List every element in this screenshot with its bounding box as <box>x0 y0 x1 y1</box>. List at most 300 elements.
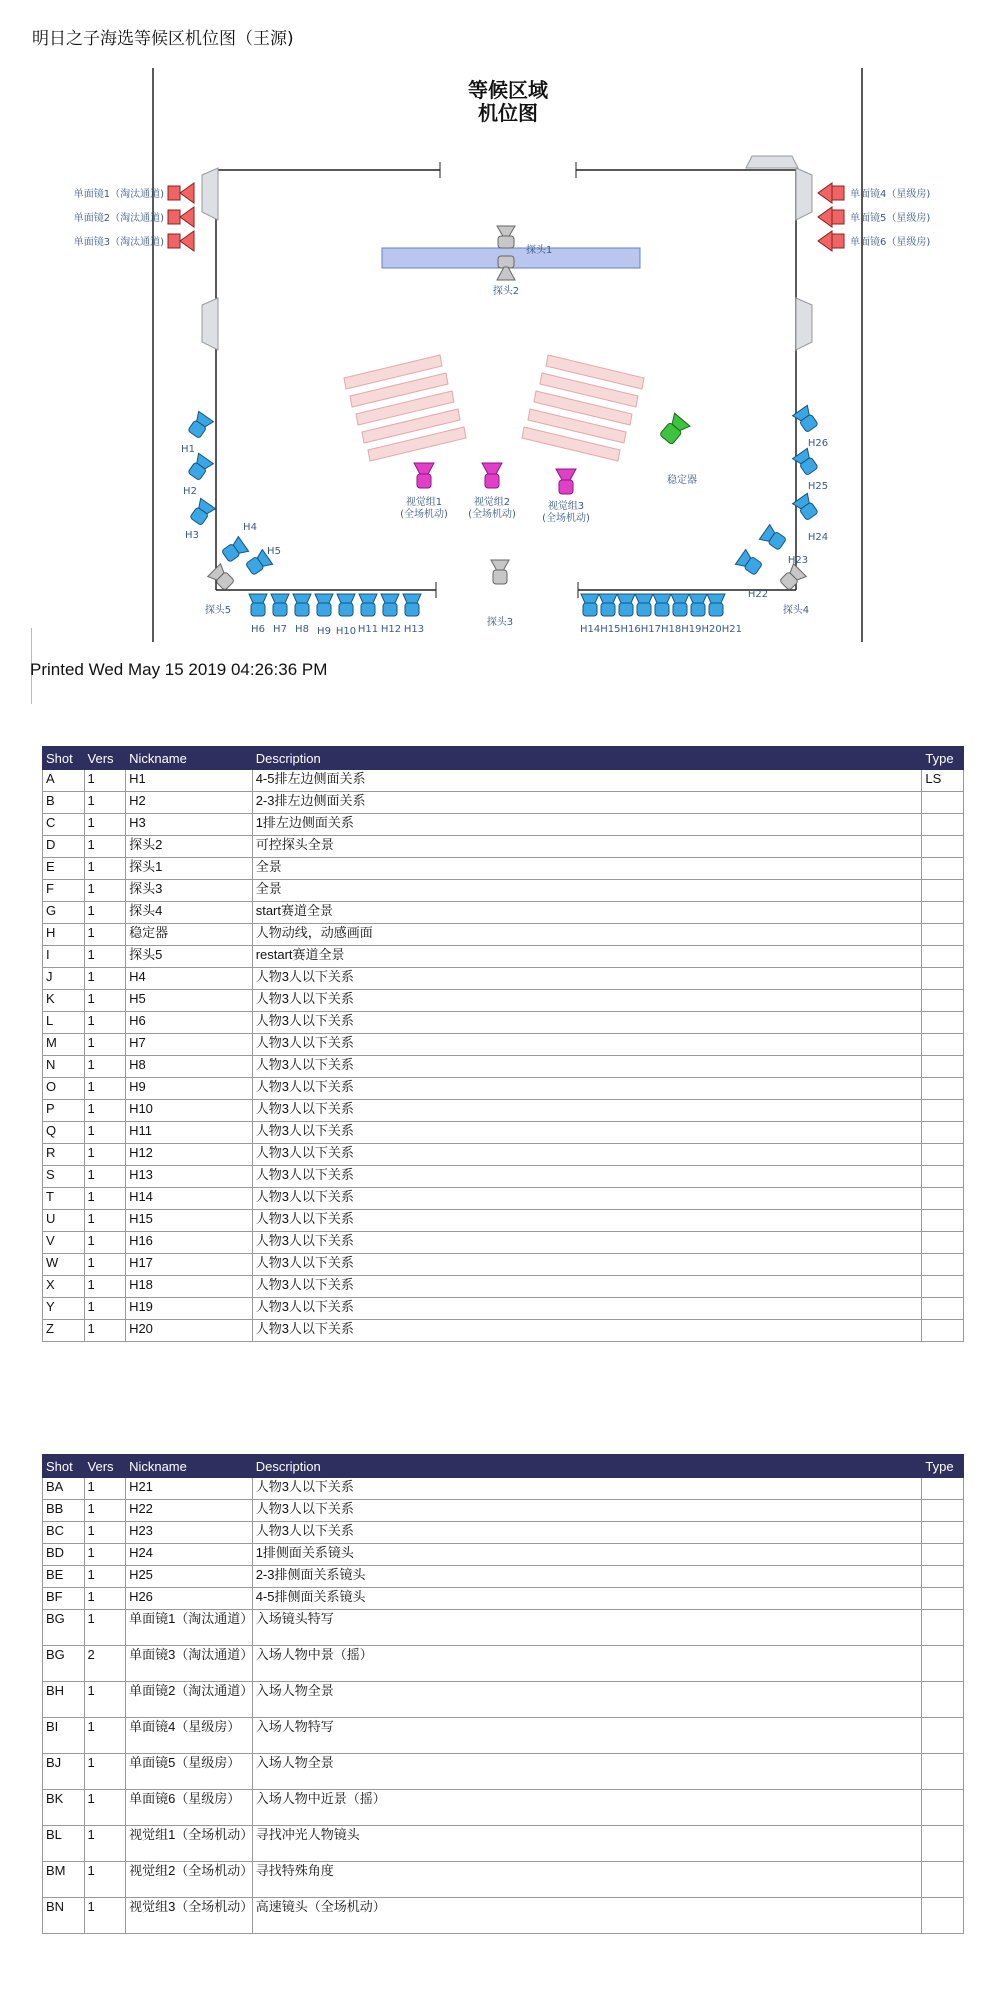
cell-description: 人物3人以下关系 <box>252 1012 922 1034</box>
table-row <box>43 1898 964 1934</box>
cell-type <box>922 990 964 1012</box>
table-row <box>43 1276 964 1298</box>
cell-nickname: H3 <box>126 814 253 836</box>
table-row <box>43 1544 964 1566</box>
cell-vers: 1 <box>84 836 126 858</box>
cell-type <box>922 1298 964 1320</box>
cell-shot: BH <box>43 1682 85 1718</box>
cell-type <box>922 1210 964 1232</box>
h12-label: H12 <box>380 624 402 635</box>
cell-description: 人物3人以下关系 <box>252 990 922 1012</box>
cell-description: restart赛道全景 <box>252 946 922 968</box>
cell-type <box>922 1320 964 1342</box>
stabilizer-label: 稳定器 <box>667 475 697 486</box>
table-row <box>43 814 964 836</box>
cell-nickname: 探头3 <box>126 880 253 902</box>
cell-shot: I <box>43 946 85 968</box>
cell-nickname: 探头4 <box>126 902 253 924</box>
cell-type <box>922 1862 964 1898</box>
cell-shot: J <box>43 968 85 990</box>
table-row <box>43 792 964 814</box>
cell-shot: BI <box>43 1718 85 1754</box>
cell-description: 人物3人以下关系 <box>252 1522 922 1544</box>
cell-type <box>922 792 964 814</box>
table-row <box>43 1254 964 1276</box>
m3-label: 单面镜3（淘汰通道) <box>73 237 164 248</box>
cell-type <box>922 1790 964 1826</box>
cell-description: 入场人物全景 <box>252 1682 922 1718</box>
cell-description: 入场人物特写 <box>252 1718 922 1754</box>
cell-type <box>922 1232 964 1254</box>
shot-table-2 <box>42 1454 964 1934</box>
cell-type <box>922 968 964 990</box>
cell-vers: 1 <box>84 1122 126 1144</box>
cell-nickname: H22 <box>126 1500 253 1522</box>
cell-description: 人物3人以下关系 <box>252 1166 922 1188</box>
cell-description: 1排侧面关系镜头 <box>252 1544 922 1566</box>
cell-type <box>922 1566 964 1588</box>
cell-type <box>922 1682 964 1718</box>
cell-type <box>922 836 964 858</box>
cell-description: 人物3人以下关系 <box>252 1298 922 1320</box>
table-row <box>43 946 964 968</box>
cell-type <box>922 1122 964 1144</box>
cell-vers: 1 <box>84 880 126 902</box>
cell-vers: 1 <box>84 1478 126 1500</box>
cell-type <box>922 1500 964 1522</box>
cell-nickname: 视觉组1（全场机动） <box>126 1826 253 1862</box>
cell-shot: Z <box>43 1320 85 1342</box>
cell-vers: 1 <box>84 1682 126 1718</box>
cell-type <box>922 1718 964 1754</box>
table-row <box>43 1144 964 1166</box>
cell-type <box>922 1478 964 1500</box>
cell-vers: 1 <box>84 1298 126 1320</box>
table-row <box>43 1646 964 1682</box>
cell-description: 4-5排侧面关系镜头 <box>252 1588 922 1610</box>
diagram-title-line1: 等候区域 <box>468 78 548 102</box>
cell-shot: G <box>43 902 85 924</box>
cell-description: 人物3人以下关系 <box>252 1320 922 1342</box>
m6-label: 单面镜6（星级房) <box>850 237 931 248</box>
table-row <box>43 1078 964 1100</box>
cell-nickname: H20 <box>126 1320 253 1342</box>
probe3-label: 探头3 <box>486 617 514 628</box>
cell-shot: BK <box>43 1790 85 1826</box>
cell-type <box>922 1826 964 1862</box>
table-row <box>43 1790 964 1826</box>
cell-description: 可控探头全景 <box>252 836 922 858</box>
cell-nickname: H8 <box>126 1056 253 1078</box>
cell-shot: A <box>43 770 85 792</box>
cell-description: 寻找特殊角度 <box>252 1862 922 1898</box>
header-description: Description <box>252 747 922 770</box>
cell-nickname: 单面镜2（淘汰通道） <box>126 1682 253 1718</box>
cell-nickname: H7 <box>126 1034 253 1056</box>
table-row <box>43 1522 964 1544</box>
page-title: 明日之子海选等候区机位图（王源) <box>32 29 294 49</box>
header-vers: Vers <box>84 747 126 770</box>
cell-vers: 1 <box>84 1056 126 1078</box>
cell-shot: L <box>43 1012 85 1034</box>
h11-label: H11 <box>357 624 379 635</box>
table-row <box>43 1588 964 1610</box>
probe4-label: 探头4 <box>782 605 810 616</box>
cell-nickname: 单面镜1（淘汰通道） <box>126 1610 253 1646</box>
cell-vers: 2 <box>84 1646 126 1682</box>
cell-vers: 1 <box>84 1254 126 1276</box>
cell-description: 人物3人以下关系 <box>252 1144 922 1166</box>
v3-label-a: 视觉组3 <box>547 501 585 512</box>
m1-label: 单面镜1（淘汰通道) <box>73 189 164 200</box>
cell-vers: 1 <box>84 1754 126 1790</box>
cell-shot: BG <box>43 1646 85 1682</box>
table-row <box>43 1232 964 1254</box>
cell-type <box>922 1078 964 1100</box>
cell-shot: E <box>43 858 85 880</box>
cell-description: 人物3人以下关系 <box>252 1034 922 1056</box>
table-row <box>43 968 964 990</box>
cell-vers: 1 <box>84 1898 126 1934</box>
cell-description: 全景 <box>252 880 922 902</box>
table-row <box>43 880 964 902</box>
table-row <box>43 1122 964 1144</box>
cell-nickname: H10 <box>126 1100 253 1122</box>
cell-description: 人物3人以下关系 <box>252 1276 922 1298</box>
cell-description: 人物3人以下关系 <box>252 1478 922 1500</box>
cell-type <box>922 1544 964 1566</box>
cell-type <box>922 1276 964 1298</box>
cell-vers: 1 <box>84 1544 126 1566</box>
cell-description: 人物3人以下关系 <box>252 1122 922 1144</box>
cell-description: 人物3人以下关系 <box>252 1188 922 1210</box>
header-vers: Vers <box>84 1455 126 1478</box>
v3-label-b: (全场机动) <box>542 513 590 524</box>
cell-nickname: 探头5 <box>126 946 253 968</box>
cell-nickname: H18 <box>126 1276 253 1298</box>
cell-type <box>922 1898 964 1934</box>
cell-type <box>922 1034 964 1056</box>
shot-table-1 <box>42 746 964 1342</box>
cell-description: 入场人物中景（摇） <box>252 1646 922 1682</box>
table-row <box>43 770 964 792</box>
cell-nickname: H6 <box>126 1012 253 1034</box>
cell-shot: M <box>43 1034 85 1056</box>
cell-description: 人物3人以下关系 <box>252 1232 922 1254</box>
header-description: Description <box>252 1455 922 1478</box>
cell-shot: H <box>43 924 85 946</box>
cell-shot: K <box>43 990 85 1012</box>
cell-type <box>922 880 964 902</box>
cell-vers: 1 <box>84 1862 126 1898</box>
probe1-label: 探头1 <box>526 245 553 256</box>
cell-nickname: 单面镜5（星级房） <box>126 1754 253 1790</box>
h3-label: H3 <box>185 530 199 541</box>
cell-shot: T <box>43 1188 85 1210</box>
cell-type <box>922 1610 964 1646</box>
table-row <box>43 1298 964 1320</box>
cell-nickname: 单面镜3（淘汰通道） <box>126 1646 253 1682</box>
cell-vers: 1 <box>84 1522 126 1544</box>
h10-label: H10 <box>335 626 357 637</box>
cell-description: 4-5排左边侧面关系 <box>252 770 922 792</box>
probe2-label: 探头2 <box>492 286 520 297</box>
table-row <box>43 1610 964 1646</box>
cell-nickname: H1 <box>126 770 253 792</box>
cell-type <box>922 1144 964 1166</box>
cell-vers: 1 <box>84 1012 126 1034</box>
cell-description: 2-3排左边侧面关系 <box>252 792 922 814</box>
cell-shot: BG <box>43 1610 85 1646</box>
cell-type <box>922 902 964 924</box>
cell-shot: BC <box>43 1522 85 1544</box>
cell-shot: BN <box>43 1898 85 1934</box>
header-type: Type <box>922 747 964 770</box>
cell-vers: 1 <box>84 1144 126 1166</box>
cell-description: start赛道全景 <box>252 902 922 924</box>
cell-shot: BM <box>43 1862 85 1898</box>
cell-vers: 1 <box>84 968 126 990</box>
cell-shot: N <box>43 1056 85 1078</box>
header-shot: Shot <box>43 1455 85 1478</box>
cell-vers: 1 <box>84 1100 126 1122</box>
cell-vers: 1 <box>84 1210 126 1232</box>
m5-label: 单面镜5（星级房) <box>850 213 931 224</box>
cell-shot: V <box>43 1232 85 1254</box>
h23-label: H23 <box>787 555 809 566</box>
cell-nickname: H14 <box>126 1188 253 1210</box>
cell-shot: S <box>43 1166 85 1188</box>
table-row <box>43 1826 964 1862</box>
cell-shot: BJ <box>43 1754 85 1790</box>
cell-vers: 1 <box>84 814 126 836</box>
table-row <box>43 1100 964 1122</box>
h6-label: H6 <box>251 624 265 635</box>
cell-vers: 1 <box>84 1718 126 1754</box>
cell-shot: BD <box>43 1544 85 1566</box>
cell-shot: O <box>43 1078 85 1100</box>
cell-description: 入场人物全景 <box>252 1754 922 1790</box>
table-row <box>43 1566 964 1588</box>
cell-nickname: 稳定器 <box>126 924 253 946</box>
table-row <box>43 836 964 858</box>
cell-shot: C <box>43 814 85 836</box>
cell-nickname: H21 <box>126 1478 253 1500</box>
cell-vers: 1 <box>84 1588 126 1610</box>
cell-description: 人物3人以下关系 <box>252 1500 922 1522</box>
header-nickname: Nickname <box>126 747 253 770</box>
cell-shot: BF <box>43 1588 85 1610</box>
h2-label: H2 <box>183 486 197 497</box>
cell-vers: 1 <box>84 902 126 924</box>
cell-vers: 1 <box>84 1034 126 1056</box>
cell-shot: W <box>43 1254 85 1276</box>
cell-vers: 1 <box>84 1276 126 1298</box>
cell-description: 1排左边侧面关系 <box>252 814 922 836</box>
table-row <box>43 858 964 880</box>
table-row <box>43 990 964 1012</box>
cell-type <box>922 1100 964 1122</box>
cell-type <box>922 814 964 836</box>
table-row <box>43 1862 964 1898</box>
cell-nickname: 视觉组2（全场机动） <box>126 1862 253 1898</box>
h13-label: H13 <box>403 624 425 635</box>
v1-label-b: (全场机动) <box>400 509 448 520</box>
h4-label: H4 <box>243 522 257 533</box>
cell-nickname: H12 <box>126 1144 253 1166</box>
cell-nickname: 探头2 <box>126 836 253 858</box>
cell-description: 高速镜头（全场机动） <box>252 1898 922 1934</box>
cell-type <box>922 1754 964 1790</box>
cell-shot: Q <box>43 1122 85 1144</box>
cell-type <box>922 1166 964 1188</box>
cell-shot: BE <box>43 1566 85 1588</box>
cell-nickname: H25 <box>126 1566 253 1588</box>
table-header-row <box>43 747 964 770</box>
cell-nickname: H13 <box>126 1166 253 1188</box>
cell-vers: 1 <box>84 1320 126 1342</box>
h9-label: H9 <box>317 626 331 637</box>
cell-type <box>922 858 964 880</box>
table-row <box>43 1682 964 1718</box>
cell-nickname: H9 <box>126 1078 253 1100</box>
cell-nickname: H2 <box>126 792 253 814</box>
cell-vers: 1 <box>84 990 126 1012</box>
cell-vers: 1 <box>84 1790 126 1826</box>
cell-shot: Y <box>43 1298 85 1320</box>
cell-shot: P <box>43 1100 85 1122</box>
diagram-title-line2: 机位图 <box>478 101 538 125</box>
h5-label: H5 <box>267 546 281 557</box>
cell-vers: 1 <box>84 924 126 946</box>
cell-type <box>922 924 964 946</box>
cell-type <box>922 946 964 968</box>
table-row <box>43 1166 964 1188</box>
table-row <box>43 1034 964 1056</box>
cell-description: 人物3人以下关系 <box>252 1056 922 1078</box>
cell-vers: 1 <box>84 1500 126 1522</box>
cell-description: 人物3人以下关系 <box>252 1078 922 1100</box>
h25-label: H25 <box>807 481 829 492</box>
cell-type <box>922 1588 964 1610</box>
table-row <box>43 1188 964 1210</box>
cell-description: 人物3人以下关系 <box>252 1100 922 1122</box>
header-shot: Shot <box>43 747 85 770</box>
cell-shot: BA <box>43 1478 85 1500</box>
cell-nickname: 探头1 <box>126 858 253 880</box>
cell-nickname: H17 <box>126 1254 253 1276</box>
cell-shot: BL <box>43 1826 85 1862</box>
cell-nickname: H5 <box>126 990 253 1012</box>
m4-label: 单面镜4（星级房) <box>850 189 931 200</box>
cell-type <box>922 1012 964 1034</box>
cell-description: 人物动线，动感画面 <box>252 924 922 946</box>
cell-nickname: H23 <box>126 1522 253 1544</box>
cell-nickname: 单面镜6（星级房） <box>126 1790 253 1826</box>
cell-type <box>922 1254 964 1276</box>
cell-type <box>922 1646 964 1682</box>
v2-label-b: (全场机动) <box>468 509 516 520</box>
cell-nickname: 单面镜4（星级房） <box>126 1718 253 1754</box>
cell-vers: 1 <box>84 1610 126 1646</box>
m2-label: 单面镜2（淘汰通道) <box>73 213 164 224</box>
cell-description: 入场镜头特写 <box>252 1610 922 1646</box>
v1-label-a: 视觉组1 <box>405 497 443 508</box>
cell-description: 寻找冲光人物镜头 <box>252 1826 922 1862</box>
header-type: Type <box>922 1455 964 1478</box>
cell-vers: 1 <box>84 946 126 968</box>
cell-vers: 1 <box>84 1826 126 1862</box>
cell-shot: BB <box>43 1500 85 1522</box>
cell-description: 2-3排侧面关系镜头 <box>252 1566 922 1588</box>
table-row <box>43 1754 964 1790</box>
printed-timestamp: Printed Wed May 15 2019 04:26:36 PM <box>30 660 328 679</box>
probe5-label: 探头5 <box>204 605 232 616</box>
cell-type <box>922 1056 964 1078</box>
cell-type <box>922 1188 964 1210</box>
table-row <box>43 1478 964 1500</box>
h24-label: H24 <box>807 532 829 543</box>
table-row <box>43 1718 964 1754</box>
h7-label: H7 <box>273 624 287 635</box>
cell-description: 入场人物中近景（摇） <box>252 1790 922 1826</box>
cell-nickname: H11 <box>126 1122 253 1144</box>
table-row <box>43 902 964 924</box>
cell-nickname: H24 <box>126 1544 253 1566</box>
cell-vers: 1 <box>84 1188 126 1210</box>
table-row <box>43 1210 964 1232</box>
cell-description: 全景 <box>252 858 922 880</box>
table-row <box>43 1012 964 1034</box>
cell-type <box>922 1522 964 1544</box>
cell-shot: D <box>43 836 85 858</box>
cell-description: 人物3人以下关系 <box>252 968 922 990</box>
h1-label: H1 <box>181 444 195 455</box>
cell-nickname: H15 <box>126 1210 253 1232</box>
table-header-row <box>43 1455 964 1478</box>
cell-shot: R <box>43 1144 85 1166</box>
cell-shot: F <box>43 880 85 902</box>
table-row <box>43 924 964 946</box>
cell-nickname: H19 <box>126 1298 253 1320</box>
cell-nickname: 视觉组3（全场机动） <box>126 1898 253 1934</box>
cell-vers: 1 <box>84 858 126 880</box>
cell-vers: 1 <box>84 1166 126 1188</box>
h22-label: H22 <box>747 589 769 600</box>
cell-vers: 1 <box>84 792 126 814</box>
table-row <box>43 1320 964 1342</box>
cell-shot: B <box>43 792 85 814</box>
table-row <box>43 1056 964 1078</box>
table-row <box>43 1500 964 1522</box>
cell-nickname: H26 <box>126 1588 253 1610</box>
h14-h21-labels: H14H15H16H17H18H19H20H21 <box>580 624 742 635</box>
cell-vers: 1 <box>84 1566 126 1588</box>
cell-vers: 1 <box>84 1232 126 1254</box>
header-nickname: Nickname <box>126 1455 253 1478</box>
cell-shot: X <box>43 1276 85 1298</box>
camera-position-diagram <box>0 60 1000 650</box>
cell-description: 人物3人以下关系 <box>252 1254 922 1276</box>
cell-nickname: H4 <box>126 968 253 990</box>
cell-vers: 1 <box>84 1078 126 1100</box>
cell-vers: 1 <box>84 770 126 792</box>
v2-label-a: 视觉组2 <box>473 497 511 508</box>
cell-nickname: H16 <box>126 1232 253 1254</box>
h8-label: H8 <box>295 624 309 635</box>
cell-shot: U <box>43 1210 85 1232</box>
h26-label: H26 <box>807 438 829 449</box>
